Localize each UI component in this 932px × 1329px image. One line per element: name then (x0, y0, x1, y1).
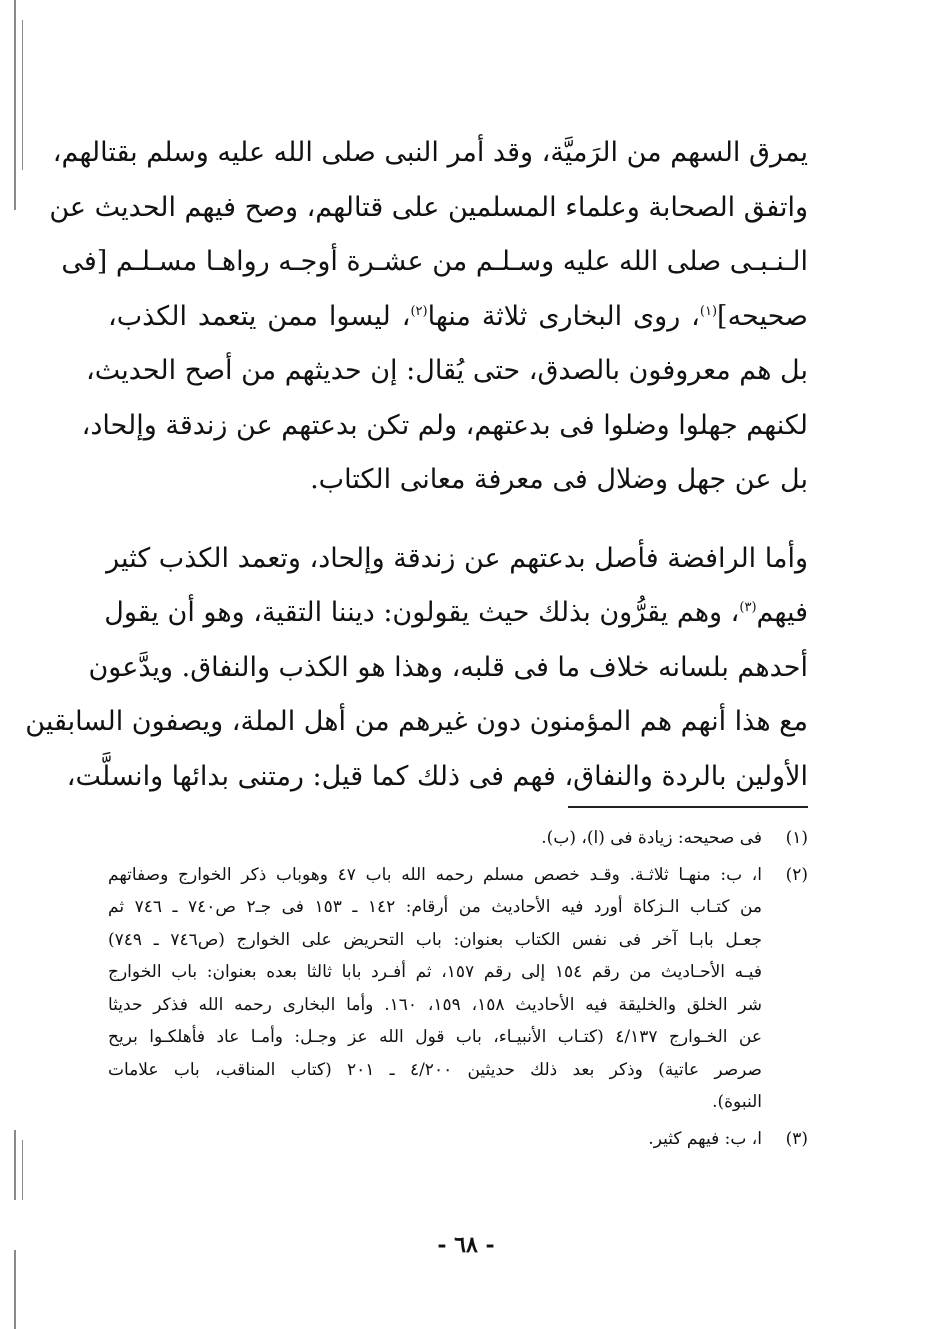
paragraph-2 (25, 532, 808, 805)
footnote-number: (٣) (785, 1128, 808, 1149)
footnote-ref-3[interactable]: (٣) (739, 600, 757, 615)
page-number: - ٦٨ - (437, 1232, 495, 1258)
footnote-3 (108, 1123, 808, 1156)
footnote-line: فيـه الأحـاديث من رقم ١٥٤ إلى رقم ١٥٧، ثم أفـرد بابا ثالثا بعده بعنوان: باب الخوارج (108, 962, 762, 982)
footnote-line: عن الخـوارج ٤/١٣٧ (كتـاب الأنبيـاء، باب قول الله عز وجـل: وأمـا عاد فأهلكـوا بريح (108, 1027, 763, 1047)
footnote-text (108, 1123, 762, 1156)
text-line: مع هذا أنهم هم المؤمنون دون غيرهم من أهل الملة، ويصفون السابقين (25, 706, 808, 737)
footnote-text (108, 859, 762, 1119)
text-fragment: ، روى البخارى ثلاثة منها (427, 300, 700, 332)
footnote-number: (٢) (785, 864, 808, 885)
footnote-line: جعـل بابـا آخر فى نفس الكتاب بعنوان: باب التحريض على الخوارج (ص٧٤٦ ـ ٧٤٩) (108, 929, 762, 950)
text-fragment: ، ليسوا ممن يتعمد الكذب، (108, 300, 411, 332)
text-line: الأولين بالردة والنفاق، فهم فى ذلك كما قيل: رمتنى بدائها وانسلَّت، (66, 760, 808, 792)
text-line: أحدهم بلسانه خلاف ما فى قلبه، وهذا هو الكذب والنفاق. ويدَّعون (88, 651, 808, 683)
text-line: واتفق الصحابة وعلماء المسلمين على قتالهم، وصح فيهم الحديث عن (49, 191, 808, 223)
footnote-line: ا، ب: منهـا ثلاثـة. وقـد خصص مسلم رحمه الله باب ٤٧ وهوباب ذكر الخوارج وصفاتهم (108, 864, 762, 885)
footnote-line: النبوة). (712, 1092, 762, 1112)
text-line: الـنـبـى صلى الله عليه وسـلـم من عشـرة أوجـه رواهـا مسـلـم [فى (61, 246, 808, 277)
scan-edge-mark (22, 1140, 23, 1200)
main-text (25, 126, 808, 804)
text-line: لكنهم جهلوا وضلوا فى بدعتهم، ولم تكن بدعتهم عن زندقة وإلحاد، (81, 409, 808, 441)
scan-edge-mark (14, 0, 16, 210)
footnote-1 (108, 822, 808, 855)
text-line: بل عن جهل وضلال فى معرفة معانى الكتاب. (310, 464, 808, 495)
footnote-line: من كتـاب الـزكاة أورد فيه الأحاديث من أرقام: ١٤٢ ـ ١٥٣ فى جـ٢ ص٧٤٠ ـ ٧٤٦ ثم (108, 897, 762, 917)
text-line: بل هم معروفون بالصدق، حتى يُقال: إن حديثهم من أصح الحديث، (86, 355, 808, 386)
footnote-line: ا، ب: فيهم كثير. (648, 1128, 762, 1149)
text-fragment: ، وهم يقرُّون بذلك حيث يقولون: ديننا التقية، وهو أن يقول (104, 597, 740, 628)
text-fragment: فيهم (756, 597, 808, 628)
footnote-number: (١) (785, 828, 808, 848)
footnote-text (108, 822, 762, 855)
text-line: وأما الرافضة فأصل بدعتهم عن زندقة وإلحاد، وتعمد الكذب كثير (106, 542, 808, 574)
footnotes (108, 818, 808, 1155)
scan-edge-mark (22, 20, 23, 170)
footnote-line: شر الخلق والخليقة فيه الأحاديث ١٥٨، ١٥٩، ١٦٠. وأما البخارى رحمه الله فذكر حديثا (108, 994, 763, 1015)
footnote-line: فى صحيحه: زيادة فى (ا)، (ب). (541, 828, 762, 848)
scan-edge-mark (14, 1130, 16, 1200)
footnote-separator (568, 806, 808, 808)
text-line (104, 586, 808, 641)
footnote-ref-2[interactable]: (٢) (410, 303, 428, 319)
paragraph-1 (49, 126, 808, 508)
text-fragment: صحيحه] (717, 300, 808, 332)
text-line (108, 290, 808, 345)
text-line: يمرق السهم من الرَميَّة، وقد أمر النبى صلى الله عليه وسلم بقتالهم، (52, 137, 808, 168)
footnote-ref-1[interactable]: (١) (699, 303, 718, 319)
scan-edge-mark (14, 1250, 16, 1329)
footnote-line: صرصر عاتية) وذكر بعد ذلك حديثين ٤/٢٠٠ ـ ٢٠١ (كتاب المناقب، باب علامات (108, 1059, 762, 1080)
footnote-2 (108, 859, 808, 1119)
